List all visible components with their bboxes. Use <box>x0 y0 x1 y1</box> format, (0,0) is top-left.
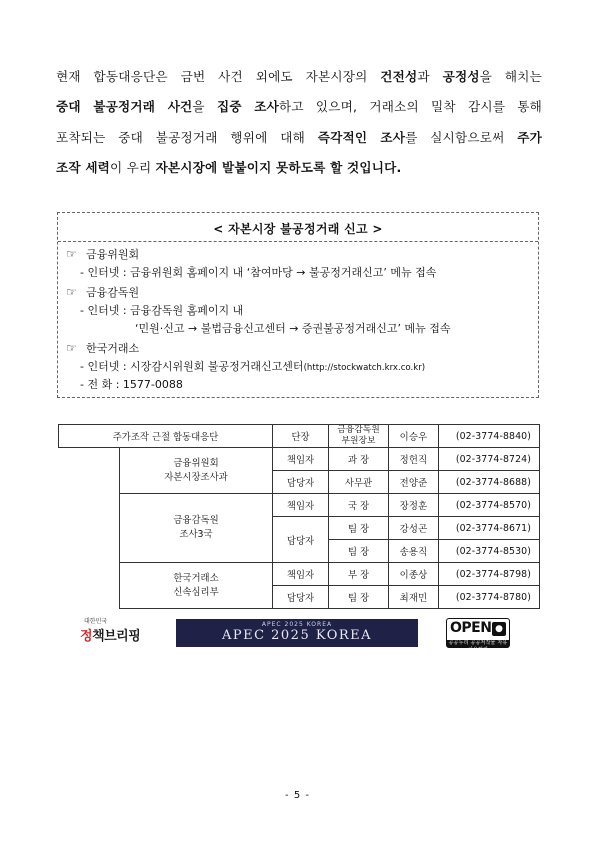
fss-internet-line: - 인터넷 : 금융감독원 홈페이지 내 <box>80 304 244 317</box>
title-cell: 금융감독원 부원장보 <box>329 425 389 448</box>
krx-org-line: ☞ 한국거래소 <box>66 341 140 355</box>
table-row <box>59 425 540 448</box>
paragraph-line-4: 조작 세력이 우리 자본시장에 발붙이지 못하도록 할 것입니다. <box>56 160 402 176</box>
paragraph-line-3: 포착되는 중대 불공정거래 행위에 대해 즉각적인 조사를 실시함으로써 주가 <box>56 129 542 145</box>
role-cell: 담당자 <box>273 586 329 609</box>
title-cell: 사무관 <box>329 471 389 494</box>
open-license-logo: OPEN ● 공공누리 공공저작물 자유이용허락 <box>446 618 510 648</box>
title-cell: 팀 장 <box>329 540 389 563</box>
fss-org-line: ☞ 금융감독원 <box>66 285 140 299</box>
paragraph-line-1: 현재 합동대응단은 금번 사건 외에도 자본시장의 건전성과 공정성을 해치는 <box>56 69 542 84</box>
page-number: - 5 - <box>285 790 310 801</box>
fss-internet-line-cont: ‘민원·신고 → 불법금융신고센터 → 증권불공정거래신고’ 메뉴 접속 <box>135 322 451 335</box>
krx-url-link[interactable]: (http://stockwatch.krx.co.kr) <box>303 363 426 373</box>
name-cell: 이종상 <box>389 563 439 586</box>
korea-policy-briefing-logo: 대한민국 정책브리핑 <box>80 618 141 644</box>
table-row <box>59 448 540 471</box>
krx-phone-line: - 전 화 : 1577-0088 <box>80 378 183 391</box>
role-cell: 책임자 <box>273 448 329 471</box>
paragraph-line-2: 중대 불공정거래 사건을 집중 조사하고 있으며, 거래소의 밀착 감시를 통해 <box>56 99 542 115</box>
apec-2025-korea-banner: APEC 2025 KOREA APEC 2025 KOREA <box>176 619 418 647</box>
name-cell: 전양준 <box>389 471 439 494</box>
role-cell: 단장 <box>273 425 329 448</box>
pointing-hand-icon: ☞ <box>66 285 77 299</box>
attribution-icon: ● <box>492 622 506 636</box>
phone-cell: (02-3774-8671) <box>439 517 540 540</box>
title-cell: 팀 장 <box>329 517 389 540</box>
phone-cell: (02-3774-8840) <box>439 425 540 448</box>
dept-cell-krx: 한국거래소 신속심리부 <box>120 563 273 609</box>
title-cell: 팀 장 <box>329 586 389 609</box>
title-cell: 부 장 <box>329 563 389 586</box>
dept-cell-fss: 금융감독원 조사3국 <box>120 494 273 563</box>
contact-table <box>58 424 540 609</box>
phone-cell: (02-3774-8688) <box>439 471 540 494</box>
title-cell: 과 장 <box>329 448 389 471</box>
role-cell: 담당자 <box>273 471 329 494</box>
pointing-hand-icon: ☞ <box>66 341 77 355</box>
role-cell: 책임자 <box>273 563 329 586</box>
phone-cell: (02-3774-8724) <box>439 448 540 471</box>
pointing-hand-icon: ☞ <box>66 247 77 261</box>
name-cell: 강성곤 <box>389 517 439 540</box>
table-row <box>59 563 540 586</box>
phone-cell: (02-3774-8798) <box>439 563 540 586</box>
role-cell: 책임자 <box>273 494 329 517</box>
krx-internet-line: - 인터넷 : 시장감시위원회 불공정거래신고센터(http://stockwatch.krx.co.kr) <box>80 360 426 373</box>
name-cell: 이승우 <box>389 425 439 448</box>
table-row <box>59 494 540 517</box>
name-cell: 정헌직 <box>389 448 439 471</box>
fsc-org-line: ☞ 금융위원회 <box>66 247 140 261</box>
name-cell: 송용직 <box>389 540 439 563</box>
phone-cell: (02-3774-8570) <box>439 494 540 517</box>
report-box-divider <box>58 241 538 242</box>
title-cell: 국 장 <box>329 494 389 517</box>
fsc-internet-line: - 인터넷 : 금융위원회 홈페이지 내 ‘참여마당 → 불공정거래신고’ 메뉴 접속 <box>80 266 437 279</box>
unit-name-cell: 주가조작 근절 합동대응단 <box>59 425 273 448</box>
report-info-box <box>57 212 539 398</box>
phone-cell: (02-3774-8530) <box>439 540 540 563</box>
name-cell: 최재민 <box>389 586 439 609</box>
report-box-title: < 자본시장 불공정거래 신고 > <box>213 222 383 236</box>
role-cell: 담당자 <box>273 517 329 563</box>
phone-cell: (02-3774-8780) <box>439 586 540 609</box>
name-cell: 장정훈 <box>389 494 439 517</box>
indent-cell <box>59 448 120 609</box>
body-paragraph <box>56 62 542 184</box>
dept-cell-fsc: 금융위원회 자본시장조사과 <box>120 448 273 494</box>
